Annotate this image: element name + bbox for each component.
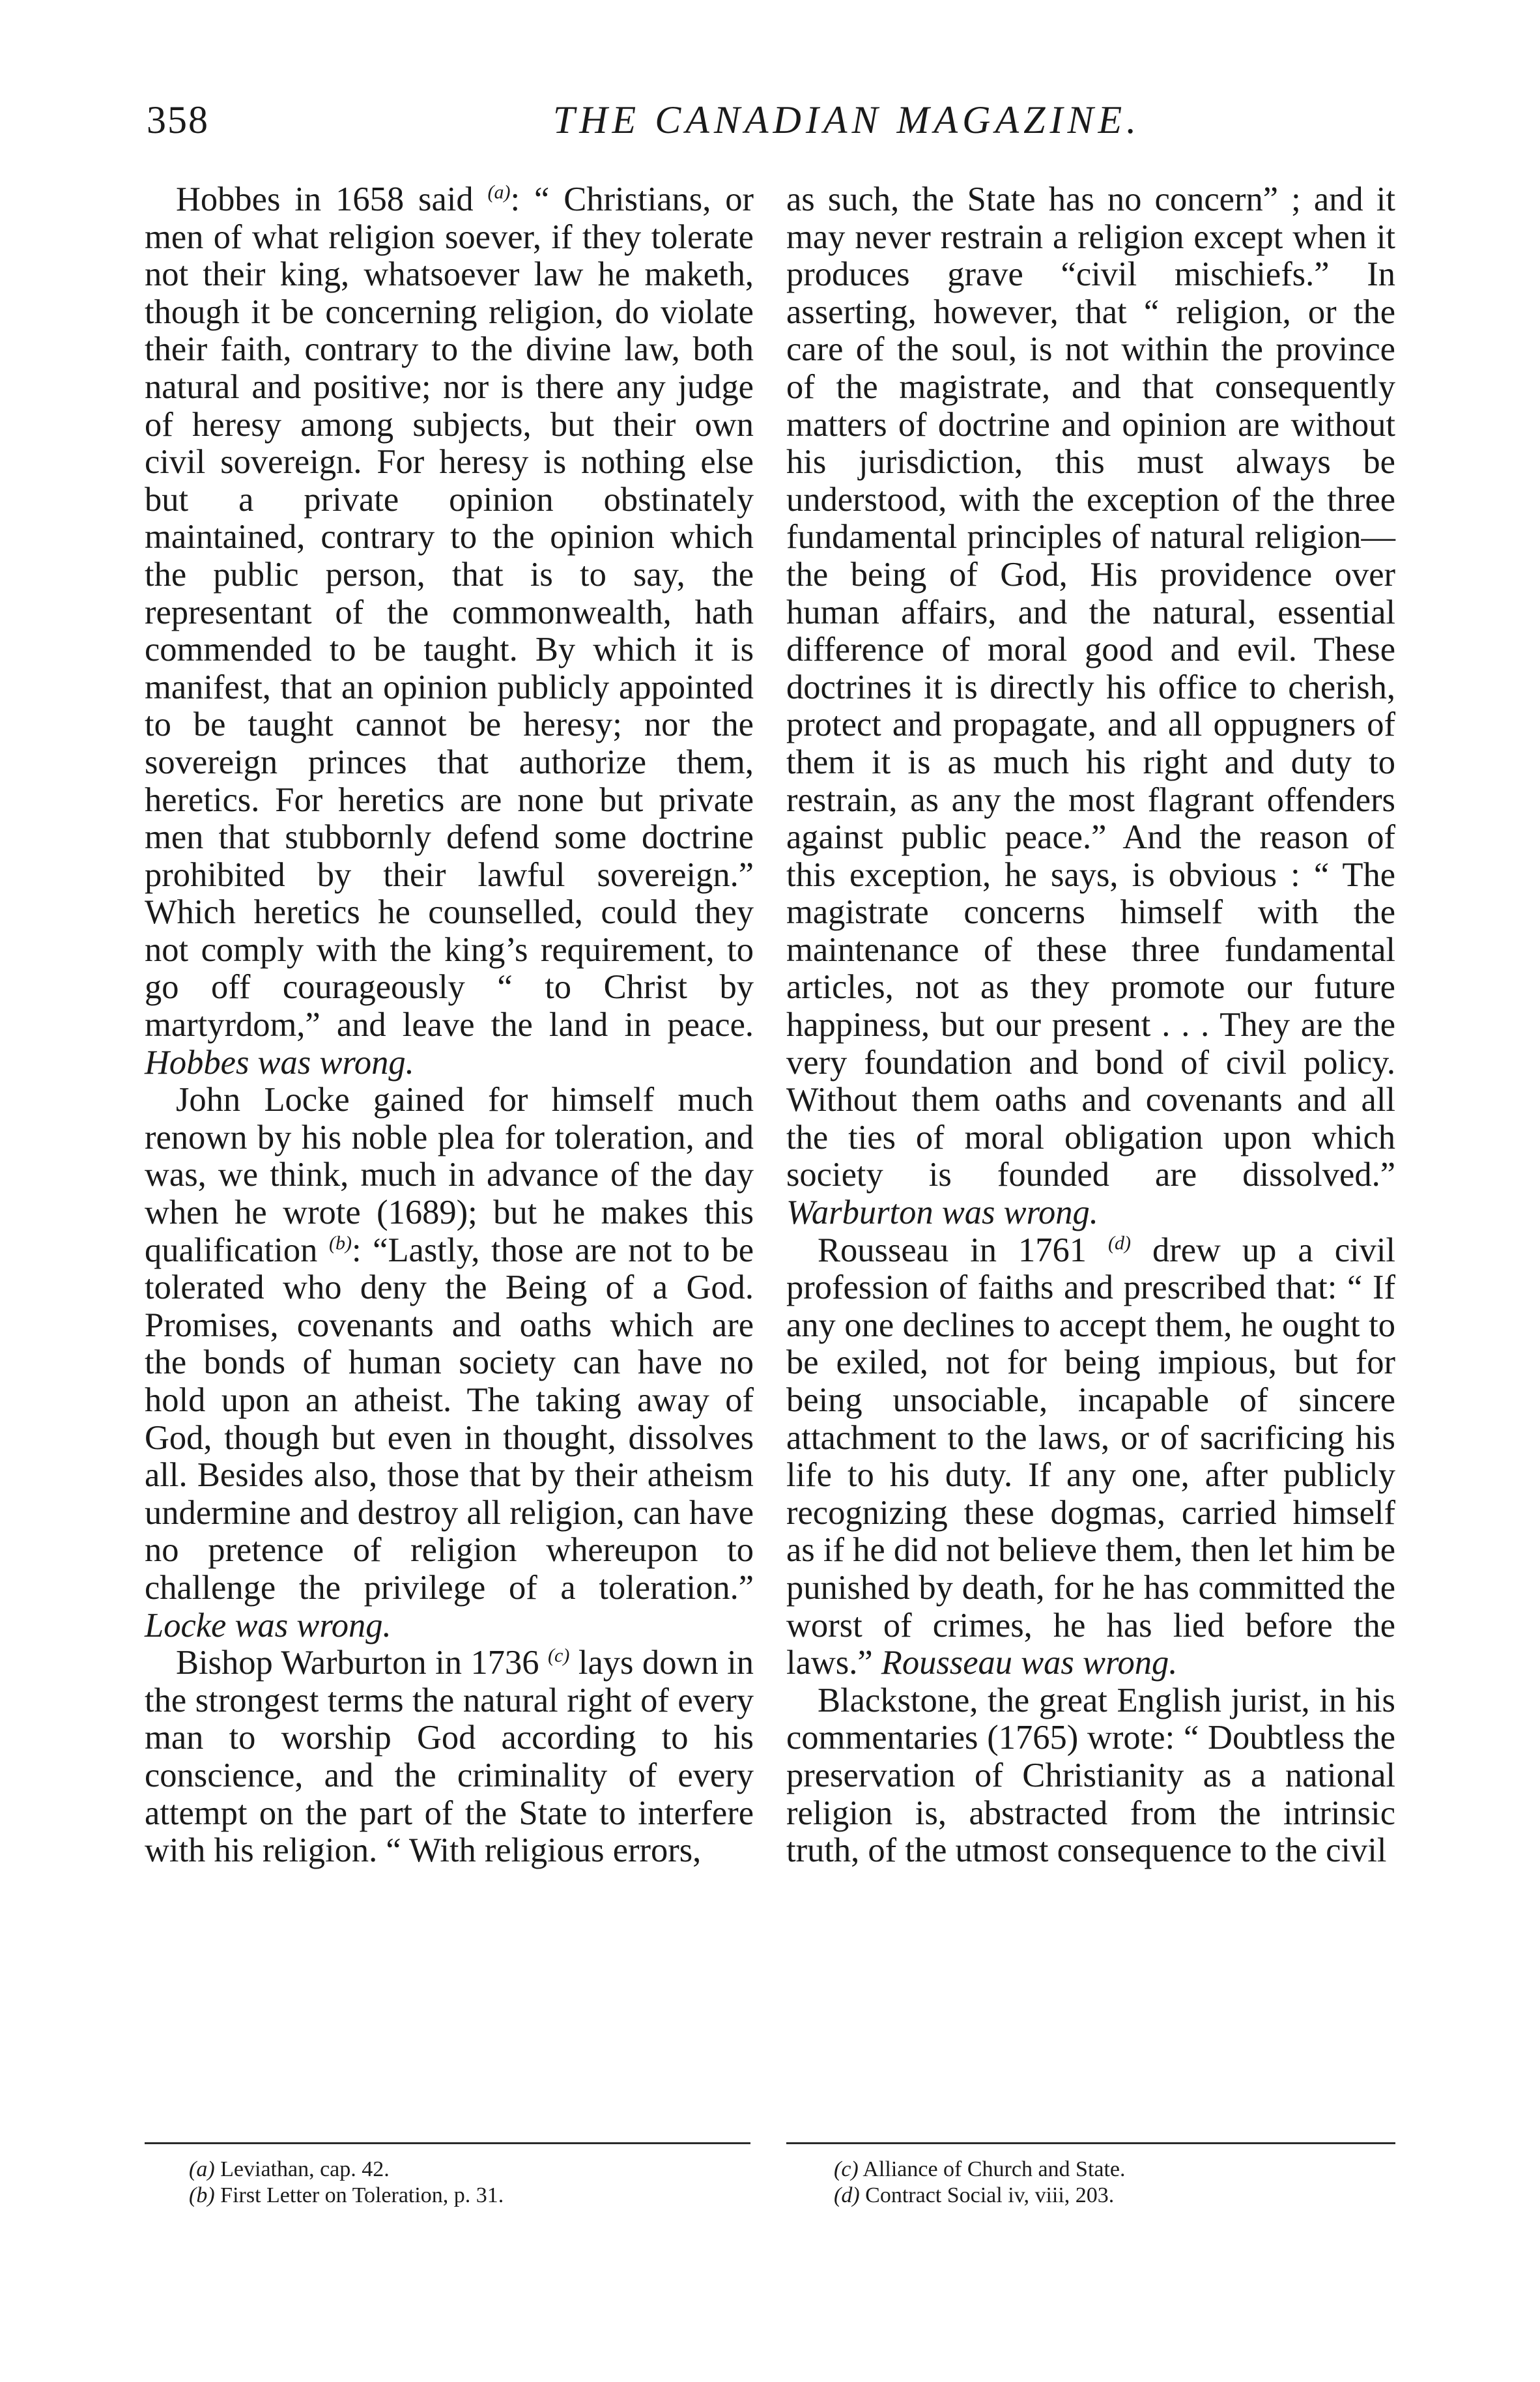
footnote-ref-a: (a) [487,181,511,203]
footnote-d [834,2183,1355,2209]
verdict-rousseau: Rousseau was wrong. [881,1644,1178,1682]
paragraph-text: Bishop Warburton in 1736 [176,1644,539,1682]
paragraph-text: lays down in the strongest terms the natural right of every man to worship God according to his conscience, and the criminality of every attempt on the part of the State to interfere with his religion. “ With religious errors, [145,1644,754,1870]
footnote-c [834,2157,1355,2183]
footnotes-left [189,2157,710,2209]
verdict-locke: Locke was wrong. [145,1606,392,1644]
paragraph-text: Hobbes in 1658 said [176,180,474,218]
paragraph-text: : “ Christians, or men of what religion soever, if they tolerate not their king, whatsoever law he maketh, though it be concerning religion, do violate their faith, contrary to the divine law, both natural and positive; nor is there any judge of heresy among subjects, but their own civil sovereign. For heresy is nothing else but a private opinion obstinately maintained, contrary to the opinion which the public person, that is to say, the representant of the commonwealth, hath commended to be taught. By which it is manifest, that an opinion publicly appointed to be taught cannot be heresy; nor the sovereign princes that authorize them, heretics. For heretics are none but private men that stubbornly defend some doctrine prohibited by their lawful sovereign.” Which heretics he counselled, could they not comply with the king’s requirement, to go off courageously “ to Christ by martyrdom,” and leave the land in peace. [145,180,754,1044]
paragraph-text: Rousseau in 1761 [818,1231,1087,1269]
footnote-ref-c: (c) [548,1644,570,1667]
page-header [147,98,1407,156]
footnote-mark: (a) [189,2157,215,2181]
paragraph-rousseau [786,1232,1395,1682]
footnotes-right [834,2157,1355,2209]
footnote-a [189,2157,710,2183]
paragraph-text: John Locke gained for himself much renown by his noble plea for toleration, and was, we think, much in advance of the day when he wrote (1689); but he makes this qualification [145,1081,754,1269]
footnote-divider-right [786,2142,1395,2144]
paragraph-hobbes [145,181,754,1082]
footnote-text: Alliance of Church and State. [863,2157,1126,2181]
footnote-text: First Letter on Toleration, p. 31. [220,2183,504,2207]
paragraph-text: as such, the State has no concern” ; and it may never restrain a religion except when it produces grave “civil mischiefs.” In asserting, however, that “ religion, or the care of the soul, is not within the province of the magistrate, and that consequently matters of doctrine and opinion are without his jurisdiction, this must always be understood, with the exception of the three fundamental principles of natural religion—the being of God, His providence over human affairs, and the natural, essential difference of moral good and evil. These doctrines it is directly his office to cherish, protect and propagate, and all oppugners of them it is as much his right and duty to restrain, as any the most flagrant offenders against public peace.” And the reason of this exception, he says, is obvious : “ The magistrate concerns himself with the maintenance of these three fundamental articles, not as they promote our future happiness, but our present . . . They are the very foundation and bond of civil policy. Without them oaths and covenants and all the ties of moral obligation upon which society is founded are dissolved.” [786,180,1395,1194]
page-number: 358 [147,98,209,141]
paragraph-text: Blackstone, the great English jurist, in his commentaries (1765) wrote: “ Doubtless the preservation of Christianity as a national religion is, abstracted from the intrinsic truth, of the utmost consequence to the civil [786,1681,1395,1870]
verdict-warburton: Warburton was wrong. [786,1194,1098,1232]
footnote-divider-left [145,2142,750,2144]
paragraph-text: : “Lastly, those are not to be tolerated who deny the Being of a God. Promises, covenants and oaths which are the bonds of human society can have no hold upon an atheist. The taking away of God, though but even in thought, dissolves all. Besides also, those that by their atheism undermine and destroy all religion, can have no pretence of religion whereupon to challenge the privilege of a toleration.” [145,1231,754,1607]
verdict-hobbes: Hobbes was wrong. [145,1043,414,1082]
right-column [786,181,1395,1870]
footnote-text: Leviathan, cap. 42. [220,2157,390,2181]
paragraph-text: drew up a civil profession of faiths and prescribed that: “ If any one declines to accept them, he ought to be exiled, not for being impious, but for being unsociable, incapable of sincere attachment to the laws, or of sacrificing his life to his duty. If any one, after publicly recognizing these dogmas, carried himself as if he did not believe them, then let him be punished by death, for he has committed the worst of crimes, he has lied before the laws.” [786,1231,1396,1682]
footnote-b [189,2183,710,2209]
footnote-mark: (b) [189,2183,215,2207]
footnote-mark: (c) [834,2157,859,2181]
footnote-text: Contract Social iv, viii, 203. [865,2183,1115,2207]
paragraph-warburton-continued [786,181,1395,1232]
paragraph-locke [145,1082,754,1644]
footnote-ref-b: (b) [328,1232,352,1254]
paragraph-blackstone [786,1682,1395,1870]
running-title: THE CANADIAN MAGAZINE. [552,98,1141,141]
left-column [145,181,754,1870]
paragraph-warburton [145,1644,754,1870]
footnote-ref-d: (d) [1108,1232,1132,1254]
footnote-mark: (d) [834,2183,860,2207]
